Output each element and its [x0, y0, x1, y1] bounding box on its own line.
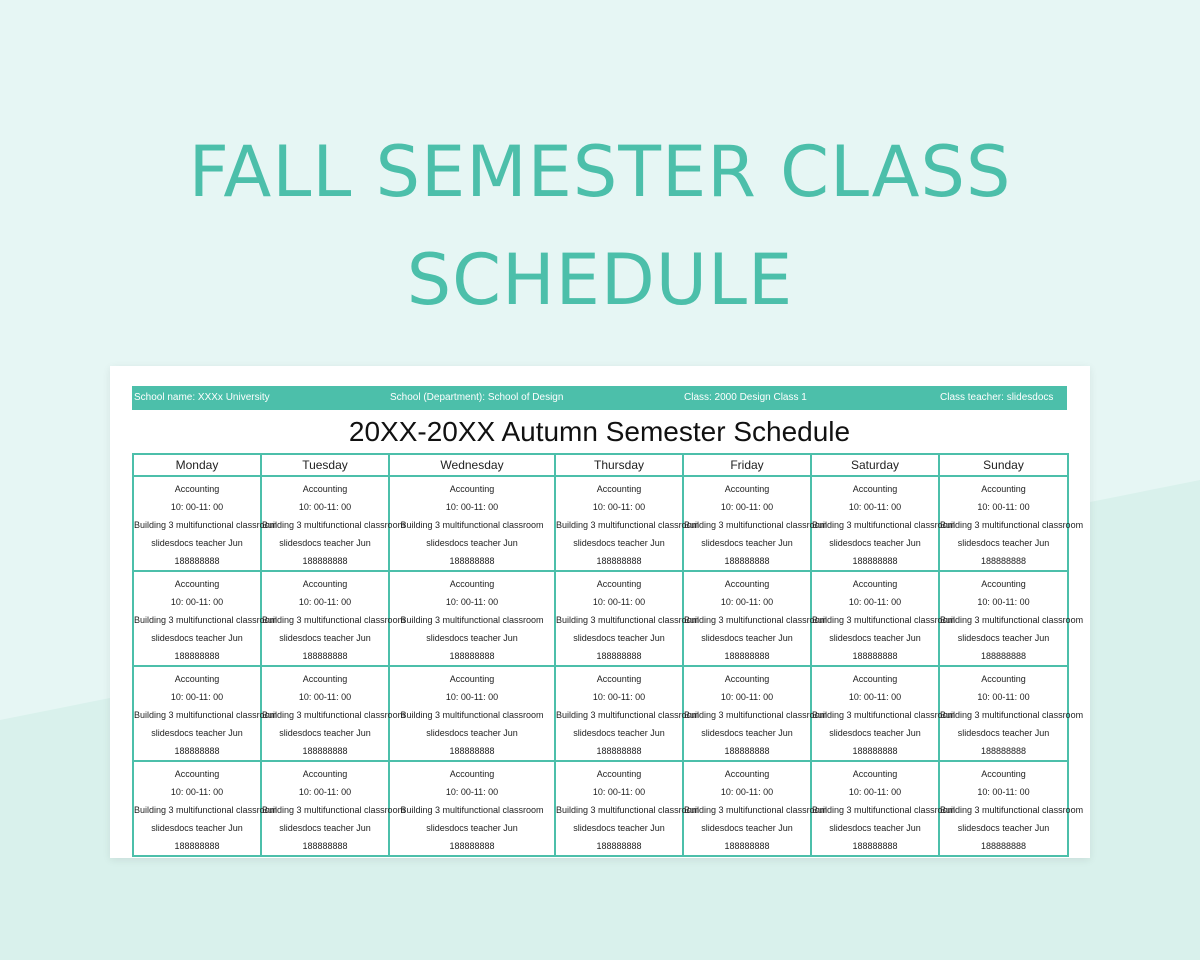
day-header-monday: Monday: [133, 454, 261, 476]
schedule-cell-saturday: [811, 666, 956, 761]
classroom: Building 3 multifunctional classroom: [134, 805, 278, 815]
course-name: Accounting: [981, 674, 1026, 684]
class-entry: [940, 477, 1084, 570]
class-time: 10: 00-11: 00: [445, 787, 499, 797]
class-name: Class: 2000 Design Class 1: [684, 392, 807, 403]
class-time: 10: 00-11: 00: [977, 502, 1030, 512]
class-time: 10: 00-11: 00: [848, 502, 902, 512]
schedule-row: [133, 476, 1068, 571]
course-name: Accounting: [852, 674, 898, 684]
phone-number: 188888888: [596, 746, 642, 756]
class-entry: [262, 667, 406, 760]
class-time: 10: 00-11: 00: [848, 787, 902, 797]
schedule-cell-wednesday: [389, 761, 555, 856]
schedule-grid: [132, 453, 1084, 851]
teacher-name: slidesdocs teacher Jun: [957, 823, 1050, 833]
schedule-cell-thursday: [555, 476, 700, 571]
phone-number: 188888888: [449, 746, 495, 756]
phone-number: 188888888: [174, 746, 220, 756]
banner-title: [0, 118, 1200, 334]
phone-number: 188888888: [980, 841, 1027, 851]
teacher-name: slidesdocs teacher Jun: [829, 728, 921, 738]
school-name: School name: XXXx University: [134, 392, 270, 403]
class-entry: [556, 572, 700, 665]
class-time: 10: 00-11: 00: [445, 502, 499, 512]
class-entry: [684, 762, 828, 855]
course-name: Accounting: [981, 579, 1026, 589]
teacher-name: slidesdocs teacher Jun: [279, 823, 371, 833]
teacher-name: slidesdocs teacher Jun: [957, 538, 1050, 548]
class-entry: [390, 667, 554, 760]
classroom: Building 3 multifunctional classroom: [262, 520, 406, 530]
classroom: Building 3 multifunctional classroom: [684, 615, 828, 625]
course-name: Accounting: [174, 674, 220, 684]
day-header-row: [133, 454, 1068, 476]
schedule-cell-friday: [683, 666, 828, 761]
schedule-row: [133, 571, 1068, 666]
class-time: 10: 00-11: 00: [170, 787, 224, 797]
schedule-cell-tuesday: [261, 476, 406, 571]
schedule-cell-monday: [133, 666, 278, 761]
phone-number: 188888888: [852, 841, 898, 851]
course-name: Accounting: [596, 579, 642, 589]
class-time: 10: 00-11: 00: [298, 502, 352, 512]
class-entry: [940, 667, 1084, 760]
teacher-name: slidesdocs teacher Jun: [573, 633, 665, 643]
schedule-cell-sunday: [939, 761, 1084, 856]
class-entry: [812, 762, 956, 855]
phone-number: 188888888: [852, 651, 898, 661]
course-name: Accounting: [174, 769, 220, 779]
classroom: Building 3 multifunctional classroom: [940, 710, 1084, 720]
teacher-name: slidesdocs teacher Jun: [279, 633, 371, 643]
classroom: Building 3 multifunctional classroom: [684, 805, 828, 815]
teacher-name: slidesdocs teacher Jun: [151, 823, 243, 833]
teacher-name: slidesdocs teacher Jun: [701, 633, 793, 643]
phone-number: 188888888: [302, 556, 348, 566]
classroom: Building 3 multifunctional classroom: [812, 710, 956, 720]
class-time: 10: 00-11: 00: [592, 692, 646, 702]
class-entry: [812, 572, 956, 665]
phone-number: 188888888: [302, 841, 348, 851]
phone-number: 188888888: [302, 746, 348, 756]
teacher-name: slidesdocs teacher Jun: [829, 823, 921, 833]
schedule-sheet: [110, 366, 1090, 858]
schedule-cell-wednesday: [389, 571, 555, 666]
class-time: 10: 00-11: 00: [848, 597, 902, 607]
class-teacher: Class teacher: slidesdocs: [940, 392, 1054, 403]
schedule-cell-thursday: [555, 761, 700, 856]
day-header-friday: Friday: [683, 454, 811, 476]
course-name: Accounting: [724, 674, 770, 684]
classroom: Building 3 multifunctional classroom: [556, 710, 700, 720]
class-time: 10: 00-11: 00: [592, 597, 646, 607]
schedule-row: [133, 666, 1068, 761]
class-entry: [134, 667, 278, 760]
classroom: Building 3 multifunctional classroom: [400, 805, 544, 815]
class-time: 10: 00-11: 00: [592, 787, 646, 797]
class-entry: [134, 477, 278, 570]
course-name: Accounting: [302, 674, 348, 684]
phone-number: 188888888: [174, 556, 220, 566]
teacher-name: slidesdocs teacher Jun: [573, 823, 665, 833]
course-name: Accounting: [302, 484, 348, 494]
teacher-name: slidesdocs teacher Jun: [279, 538, 371, 548]
phone-number: 188888888: [724, 651, 770, 661]
schedule-cell-sunday: [939, 571, 1084, 666]
class-entry: [684, 572, 828, 665]
teacher-name: slidesdocs teacher Jun: [957, 633, 1050, 643]
course-name: Accounting: [981, 484, 1026, 494]
teacher-name: slidesdocs teacher Jun: [151, 633, 243, 643]
phone-number: 188888888: [174, 651, 220, 661]
teacher-name: slidesdocs teacher Jun: [151, 538, 243, 548]
course-name: Accounting: [852, 484, 898, 494]
class-time: 10: 00-11: 00: [977, 597, 1030, 607]
classroom: Building 3 multifunctional classroom: [556, 520, 700, 530]
classroom: Building 3 multifunctional classroom: [400, 615, 544, 625]
course-name: Accounting: [724, 484, 770, 494]
phone-number: 188888888: [852, 556, 898, 566]
schedule-table: [132, 453, 1084, 857]
phone-number: 188888888: [596, 841, 642, 851]
phone-number: 188888888: [724, 841, 770, 851]
classroom: Building 3 multifunctional classroom: [262, 615, 406, 625]
banner-title-line-1: FALL SEMESTER CLASS: [188, 131, 1012, 213]
course-name: Accounting: [596, 484, 642, 494]
classroom: Building 3 multifunctional classroom: [262, 710, 406, 720]
classroom: Building 3 multifunctional classroom: [684, 710, 828, 720]
class-entry: [556, 667, 700, 760]
schedule-cell-tuesday: [261, 666, 406, 761]
class-entry: [262, 762, 406, 855]
classroom: Building 3 multifunctional classroom: [134, 710, 278, 720]
class-entry: [390, 477, 554, 570]
course-name: Accounting: [302, 579, 348, 589]
phone-number: 188888888: [724, 556, 770, 566]
schedule-row: [133, 761, 1068, 856]
schedule-title: 20XX-20XX Autumn Semester Schedule: [348, 416, 851, 447]
class-entry: [262, 572, 406, 665]
schedule-cell-saturday: [811, 571, 956, 666]
teacher-name: slidesdocs teacher Jun: [151, 728, 243, 738]
schedule-cell-wednesday: [389, 666, 555, 761]
class-entry: [556, 762, 700, 855]
classroom: Building 3 multifunctional classroom: [134, 615, 278, 625]
schedule-cell-friday: [683, 476, 828, 571]
department-name: School (Department): School of Design: [390, 392, 564, 403]
class-entry: [134, 572, 278, 665]
schedule-cell-tuesday: [261, 761, 406, 856]
class-entry: [812, 477, 956, 570]
schedule-cell-sunday: [939, 476, 1084, 571]
course-name: Accounting: [596, 769, 642, 779]
teacher-name: slidesdocs teacher Jun: [573, 728, 665, 738]
class-time: 10: 00-11: 00: [445, 692, 499, 702]
class-time: 10: 00-11: 00: [848, 692, 902, 702]
schedule-cell-thursday: [555, 571, 700, 666]
classroom: Building 3 multifunctional classroom: [940, 805, 1084, 815]
classroom: Building 3 multifunctional classroom: [556, 805, 700, 815]
course-name: Accounting: [449, 769, 495, 779]
schedule-cell-saturday: [811, 476, 956, 571]
course-name: Accounting: [174, 579, 220, 589]
phone-number: 188888888: [449, 651, 495, 661]
class-time: 10: 00-11: 00: [720, 597, 774, 607]
phone-number: 188888888: [980, 556, 1027, 566]
day-header-saturday: Saturday: [811, 454, 939, 476]
phone-number: 188888888: [724, 746, 770, 756]
teacher-name: slidesdocs teacher Jun: [829, 538, 921, 548]
class-time: 10: 00-11: 00: [592, 502, 646, 512]
classroom: Building 3 multifunctional classroom: [556, 615, 700, 625]
class-time: 10: 00-11: 00: [170, 692, 224, 702]
classroom: Building 3 multifunctional classroom: [812, 520, 956, 530]
class-entry: [940, 572, 1084, 665]
class-entry: [390, 572, 554, 665]
classroom: Building 3 multifunctional classroom: [940, 615, 1084, 625]
teacher-name: slidesdocs teacher Jun: [701, 823, 793, 833]
teacher-name: slidesdocs teacher Jun: [701, 728, 793, 738]
class-entry: [684, 477, 828, 570]
classroom: Building 3 multifunctional classroom: [940, 520, 1084, 530]
phone-number: 188888888: [449, 841, 495, 851]
course-name: Accounting: [596, 674, 642, 684]
schedule-cell-wednesday: [389, 476, 555, 571]
teacher-name: slidesdocs teacher Jun: [957, 728, 1050, 738]
day-header-tuesday: Tuesday: [261, 454, 389, 476]
teacher-name: slidesdocs teacher Jun: [426, 538, 518, 548]
schedule-cell-monday: [133, 476, 278, 571]
class-entry: [262, 477, 406, 570]
teacher-name: slidesdocs teacher Jun: [426, 728, 518, 738]
course-name: Accounting: [852, 769, 898, 779]
class-entry: [390, 762, 554, 855]
phone-number: 188888888: [302, 651, 348, 661]
course-name: Accounting: [852, 579, 898, 589]
day-header-thursday: Thursday: [555, 454, 683, 476]
teacher-name: slidesdocs teacher Jun: [573, 538, 665, 548]
schedule-cell-monday: [133, 571, 278, 666]
schedule-cell-saturday: [811, 761, 956, 856]
schedule-cell-sunday: [939, 666, 1084, 761]
phone-number: 188888888: [449, 556, 495, 566]
class-time: 10: 00-11: 00: [977, 787, 1030, 797]
phone-number: 188888888: [596, 651, 642, 661]
class-time: 10: 00-11: 00: [720, 692, 774, 702]
classroom: Building 3 multifunctional classroom: [812, 805, 956, 815]
class-entry: [940, 762, 1084, 855]
info-bar: [132, 386, 1067, 410]
course-name: Accounting: [724, 579, 770, 589]
classroom: Building 3 multifunctional classroom: [134, 520, 278, 530]
class-entry: [556, 477, 700, 570]
classroom: Building 3 multifunctional classroom: [400, 520, 544, 530]
day-header-sunday: Sunday: [939, 454, 1068, 476]
phone-number: 188888888: [980, 651, 1027, 661]
course-name: Accounting: [981, 769, 1026, 779]
class-time: 10: 00-11: 00: [170, 502, 224, 512]
phone-number: 188888888: [174, 841, 220, 851]
class-entry: [134, 762, 278, 855]
teacher-name: slidesdocs teacher Jun: [426, 823, 518, 833]
classroom: Building 3 multifunctional classroom: [812, 615, 956, 625]
teacher-name: slidesdocs teacher Jun: [426, 633, 518, 643]
class-time: 10: 00-11: 00: [720, 787, 774, 797]
class-time: 10: 00-11: 00: [298, 597, 352, 607]
schedule-cell-tuesday: [261, 571, 406, 666]
teacher-name: slidesdocs teacher Jun: [279, 728, 371, 738]
schedule-cell-friday: [683, 571, 828, 666]
course-name: Accounting: [449, 579, 495, 589]
banner-title-line-2: SCHEDULE: [406, 239, 794, 321]
classroom: Building 3 multifunctional classroom: [262, 805, 406, 815]
course-name: Accounting: [724, 769, 770, 779]
phone-number: 188888888: [852, 746, 898, 756]
teacher-name: slidesdocs teacher Jun: [701, 538, 793, 548]
classroom: Building 3 multifunctional classroom: [400, 710, 544, 720]
course-name: Accounting: [449, 484, 495, 494]
class-time: 10: 00-11: 00: [445, 597, 499, 607]
phone-number: 188888888: [596, 556, 642, 566]
course-name: Accounting: [174, 484, 220, 494]
class-time: 10: 00-11: 00: [298, 692, 352, 702]
course-name: Accounting: [302, 769, 348, 779]
class-time: 10: 00-11: 00: [977, 692, 1030, 702]
phone-number: 188888888: [980, 746, 1027, 756]
schedule-cell-thursday: [555, 666, 700, 761]
schedule-cell-monday: [133, 761, 278, 856]
class-entry: [812, 667, 956, 760]
classroom: Building 3 multifunctional classroom: [684, 520, 828, 530]
schedule-cell-friday: [683, 761, 828, 856]
day-header-wednesday: Wednesday: [389, 454, 555, 476]
class-entry: [684, 667, 828, 760]
teacher-name: slidesdocs teacher Jun: [829, 633, 921, 643]
course-name: Accounting: [449, 674, 495, 684]
class-time: 10: 00-11: 00: [298, 787, 352, 797]
class-time: 10: 00-11: 00: [170, 597, 224, 607]
class-time: 10: 00-11: 00: [720, 502, 774, 512]
